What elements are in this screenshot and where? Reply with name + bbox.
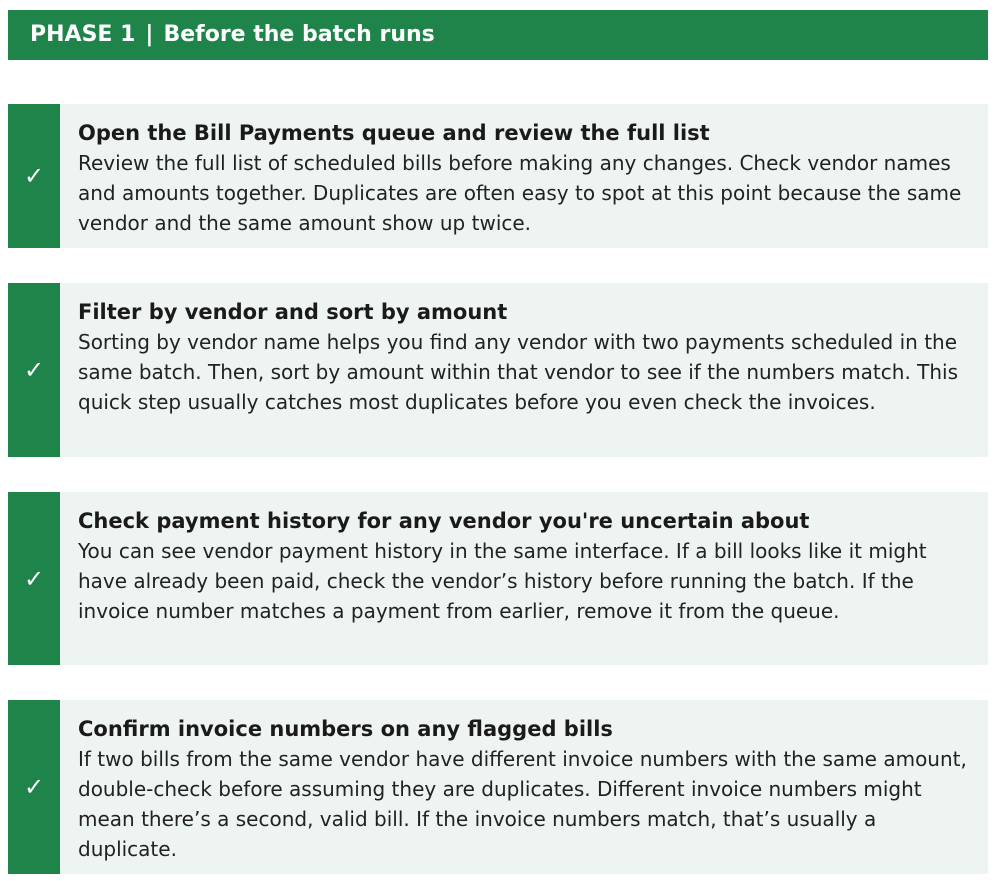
checklist-step-review-queue <box>8 104 988 248</box>
step-description: Review the full list of scheduled bills before making any changes. Check vendor names and amounts together. Duplicates are often easy to spot at this point because the same vendor and the same amount show up twice. <box>78 151 962 235</box>
step-title: Filter by vendor and sort by amount <box>78 300 508 324</box>
checkmark-icon: ✓ <box>23 356 45 384</box>
checkmark-icon: ✓ <box>23 564 45 593</box>
step-content <box>78 297 974 417</box>
checkmark-icon: ✓ <box>23 162 45 190</box>
checklist-step-filter-sort <box>8 283 988 457</box>
step-content <box>78 506 974 626</box>
checklist-step-confirm-invoices <box>8 700 988 874</box>
phase-label: PHASE 1 <box>30 22 136 47</box>
phase-title: Before the batch runs <box>163 22 435 47</box>
step-description: If two bills from the same vendor have different invoice numbers with the same amount, double-check before assuming they are duplicates. Different invoice numbers might mean there’s a second, valid bill. If the invoice numbers match, that’s usually a duplicate. <box>78 747 967 861</box>
step-title: Check payment history for any vendor you're uncertain about <box>78 509 810 533</box>
step-description: Sorting by vendor name helps you find any vendor with two payments scheduled in the same batch. Then, sort by amount within that vendor to see if the numbers match. This quick step usually catches most duplicates before you even check the invoices. <box>78 330 959 414</box>
step-description: You can see vendor payment history in the same interface. If a bill looks like it might have already been paid, check the vendor’s history before running the batch. If the invoice number matches a payment from earlier, remove it from the queue. <box>78 539 927 623</box>
step-content <box>78 714 974 864</box>
phase-header <box>8 10 988 60</box>
step-title: Open the Bill Payments queue and review the full list <box>78 121 710 145</box>
checkmark-icon: ✓ <box>23 773 45 801</box>
phase-separator: | <box>145 22 154 47</box>
checklist-step-payment-history <box>8 492 988 665</box>
step-content <box>78 118 974 238</box>
step-title: Confirm invoice numbers on any flagged bills <box>78 717 613 741</box>
